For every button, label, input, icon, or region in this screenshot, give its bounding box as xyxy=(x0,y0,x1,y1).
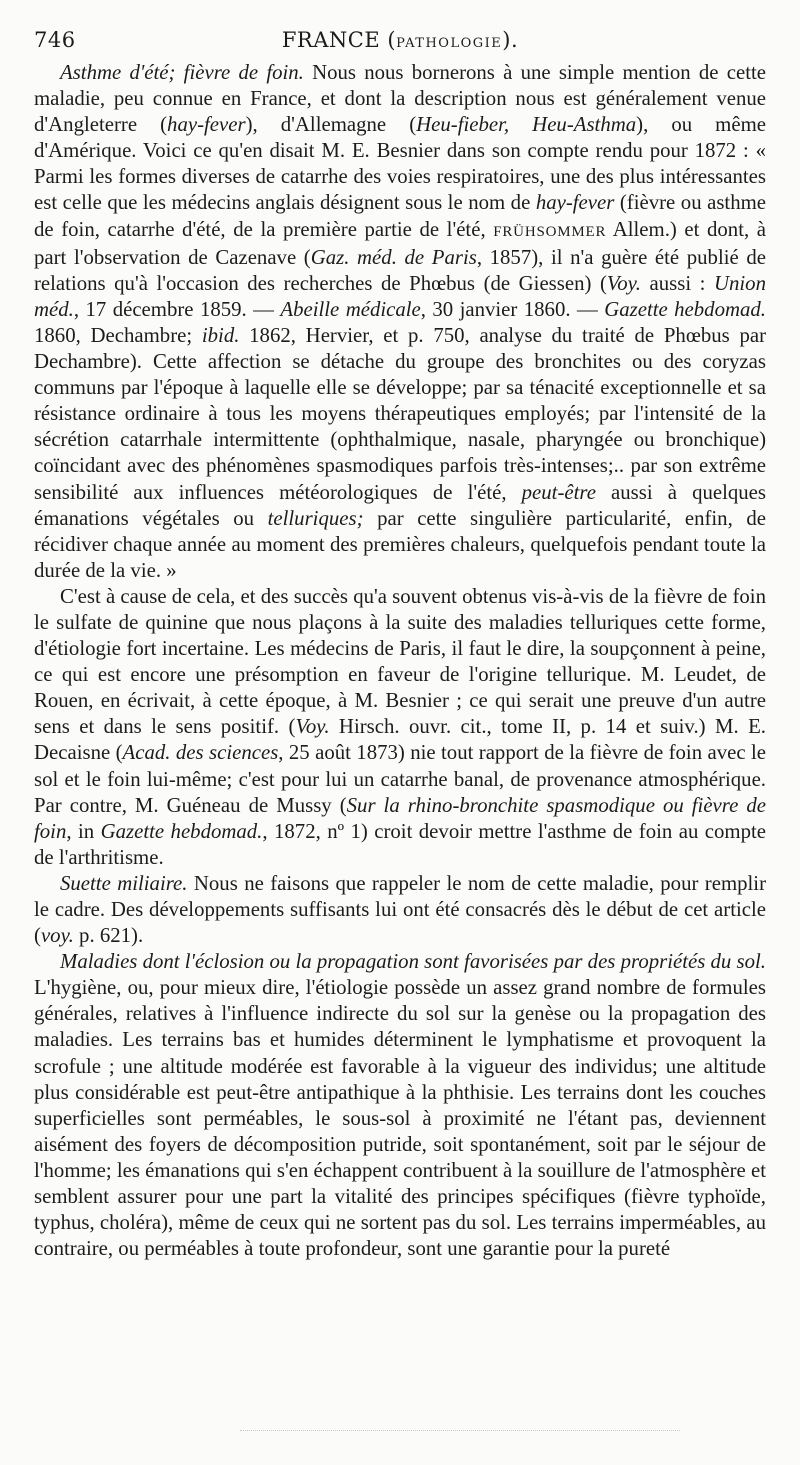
text-run: , 1872, nº 1) croit devoir mettre l'asthme de foin au compte de l'arthritisme. xyxy=(34,819,766,869)
italic-run: Abeille médicale xyxy=(280,297,421,321)
paragraph-quinine xyxy=(34,584,766,871)
italic-run: hay-fever xyxy=(535,191,615,215)
running-head-subtitle: PATHOLOGIE xyxy=(396,36,503,51)
text-run: aussi : xyxy=(640,271,714,295)
paragraph-suette-miliaire xyxy=(34,871,766,949)
text-run: , 25 août 1873) nie tout rapport de la fièvre de foin avec le sol et le foin lui-même; c'est pour lui un catarrhe banal, de provenance atmosphérique. Par contre, M. Guéneau de Mussy ( xyxy=(34,741,766,817)
text-run: Allem.) et dont, à part l'observation de Cazenave ( xyxy=(34,217,766,269)
text-run: Hirsch. ouvr. cit., tome II, p. 14 et suiv.) M. E. Decaisne ( xyxy=(34,715,766,765)
italic-run: ibid. xyxy=(201,323,240,347)
text-run: Nous ne faisons que rappeler le nom de cette maladie, pour remplir le cadre. Des développements suffisants lui ont été consacrés dès le début de cet article ( xyxy=(34,871,767,948)
text-run: , in xyxy=(66,819,101,843)
italic-run: Gazette hebdomad. xyxy=(100,819,263,843)
text-run: ), ou même d'Amérique. Voici ce qu'en disait M. E. Besnier dans son compte rendu pour 1872 : « Parmi les formes diverses de catarrhe des voies respiratoires, une des plus intéressantes est celle que les médecins anglais désignent sous le nom de xyxy=(34,113,766,215)
text-run: ), d'Allemagne ( xyxy=(245,113,417,137)
italic-run: Acad. des sciences xyxy=(122,741,279,765)
running-head xyxy=(34,28,766,52)
text-run: , 30 janvier 1860. — xyxy=(420,297,605,321)
body-text xyxy=(34,60,766,1262)
text-run: 1862, Hervier, et p. 750, analyse du traité de Phœbus par Dechambre). Cette affection se détache du groupe des bronchites ou des coryzas communs par l'époque à laquelle elle se développe; par sa ténacité exceptionnelle et sa résistance ordinaire à tous les moyens thérapeutiques employés; par l'intensité de la sécrétion catarrhale intermittente (ophthalmique, nasale, pharyngée ou bronchique) coïncidant avec des phénomènes spasmodiques parfois très-intenses;.. par son extrême sensibilité aux influences météorologiques de l'été, xyxy=(34,323,767,504)
section-title-soil: Maladies dont l'éclosion ou la propagation sont favorisées par des propriétés du sol. xyxy=(60,950,766,974)
section-title-hay-fever: Asthme d'été; fièvre de foin. xyxy=(60,61,304,84)
section-title-suette: Suette miliaire. xyxy=(60,871,188,895)
text-run: 1860, Dechambre; xyxy=(34,323,202,347)
italic-run: Gaz. méd. de Paris xyxy=(310,245,477,269)
page-number: 746 xyxy=(34,28,76,52)
text-run: Nous nous bornerons à une simple mention de cette maladie, peu connue en France, et dont la description nous est généralement venue d'Angleterre ( xyxy=(34,61,766,137)
italic-run: Voy. xyxy=(295,715,330,739)
italic-run: Sur la rhino-bronchite spasmodique ou fièvre de foin xyxy=(34,793,766,843)
small-caps-run: FRÜHSOMMER xyxy=(493,223,607,240)
italic-run: Voy. xyxy=(606,271,641,295)
running-head-main: FRANCE ( xyxy=(281,28,397,52)
text-run: (fièvre ou asthme de foin, catarrhe d'été, de la première partie de l'été, xyxy=(34,191,767,241)
italic-run: hay-fever xyxy=(167,113,246,137)
text-run: aussi à quelques émanations végétales ou xyxy=(34,480,766,530)
italic-run: peut-être xyxy=(521,480,596,504)
text-run: C'est à cause de cela, et des succès qu'a souvent obtenus vis-à-vis de la fièvre de foin le sulfate de quinine que nous plaçons à la suite des maladies telluriques cette forme, d'étiologie fort incertaine. Les médecins de Paris, il faut le dire, la soupçonnent à peine, ce qui est encore une présomption en faveur de l'origine tellurique. M. Leudet, de Rouen, en écrivait, à cette époque, à M. Besnier ; ce qui serait une preuve d'un autre sens et dans le sens positif. ( xyxy=(34,584,766,739)
text-run: p. 621). xyxy=(73,924,144,948)
italic-run: Gazette hebdomad. xyxy=(604,297,766,321)
footer-divider xyxy=(240,1430,680,1431)
paragraph-soil-diseases xyxy=(34,949,766,1262)
running-head-close: ). xyxy=(502,28,519,52)
italic-run: Union méd. xyxy=(34,271,766,321)
italic-run: voy. xyxy=(40,924,74,948)
italic-run: Heu-fieber, Heu-Asthma xyxy=(416,113,637,137)
text-run: par cette singulière particularité, enfin, de récidiver chaque année au moment des premières chaleurs, quelquefois pendant toute la durée de la vie. » xyxy=(34,506,766,582)
text-run: L'hygiène, ou, pour mieux dire, l'étiologie possède un assez grand nombre de formules générales, relatives à l'influence indirecte du sol sur la genèse ou la propagation des maladies. Les terrains bas et humides déterminent le lymphatisme et provoquent la scrofule ; une altitude modérée est favorable à la vigueur des individus; une altitude plus considérable est peut-être antipathique à la phthisie. Les terrains dont les couches superficielles sont perméables, le sous-sol à proximité ne l'étant pas, deviennent aisément des foyers de décomposition putride, soit spontanément, soit par le séjour de l'homme; les émanations qui s'en échappent contribuent à la souillure de l'atmosphère et semblent assurer pour une part la vitalité des principes spécifiques (fièvre typhoïde, typhus, choléra), même de ceux qui ne sortent pas du sol. Les terrains imperméables, au contraire, ou perméables à toute profondeur, sont une garantie pour la pureté xyxy=(34,976,766,1261)
italic-run: telluriques; xyxy=(267,506,364,530)
paragraph-hay-fever xyxy=(34,60,766,584)
page-header xyxy=(34,22,766,60)
text-run: , 1857), il n'a guère été publié de relations qu'à l'occasion des recherches de Phœbus (de Giessen) ( xyxy=(34,245,766,295)
text-run: , 17 décembre 1859. — xyxy=(73,297,281,321)
